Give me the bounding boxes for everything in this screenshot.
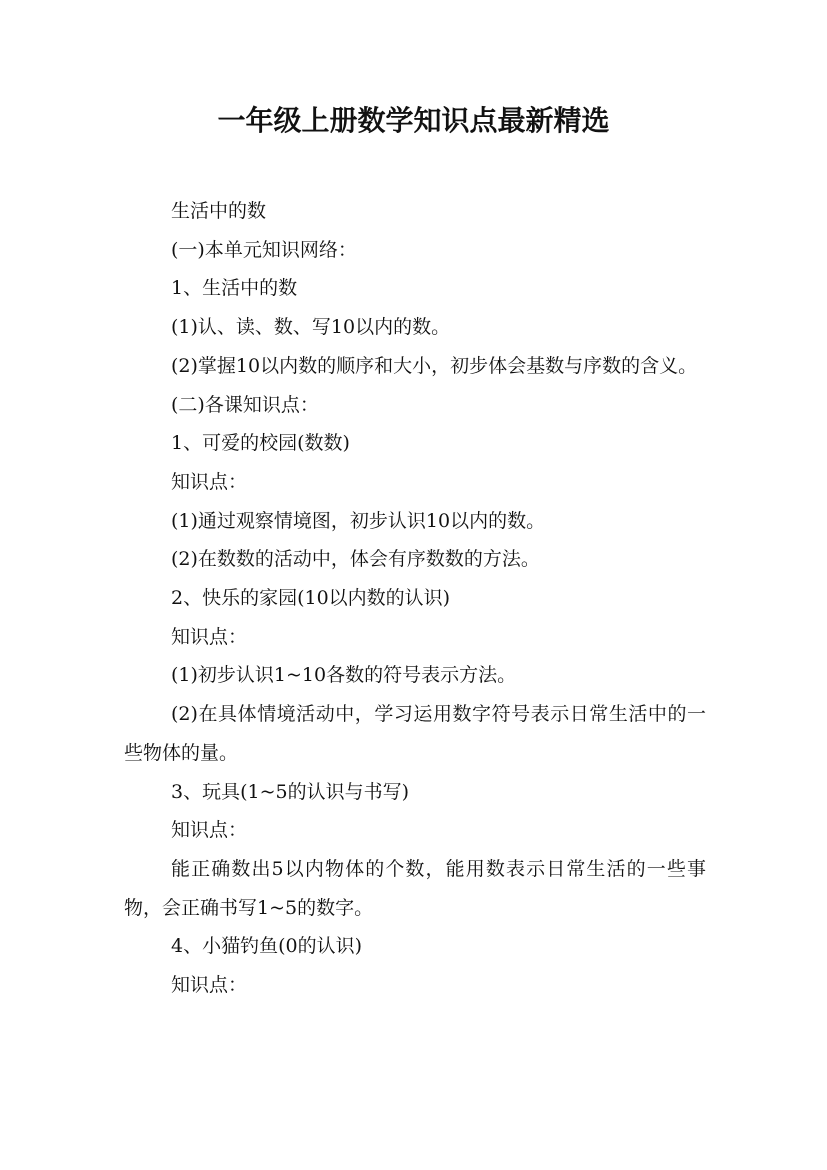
knowledge-point: (1)初步认识1~10各数的符号表示方法。 (171, 664, 517, 687)
subsection-heading: (一)本单元知识网络： (171, 238, 357, 261)
knowledge-label: 知识点： (171, 470, 248, 493)
document-body (124, 192, 706, 1005)
knowledge-label: 知识点： (171, 625, 248, 648)
knowledge-point: (1)通过观察情境图，初步认识10以内的数。 (171, 509, 546, 532)
knowledge-label: 知识点： (171, 974, 248, 997)
document-title: 一年级上册数学知识点最新精选 (217, 104, 610, 137)
knowledge-point: 能正确数出5以内物体的个数，能用数表示日常生活的一些事物，会正确书写1~5的数字。 (124, 857, 706, 919)
knowledge-label: 知识点： (171, 819, 248, 842)
lesson-heading: 4、小猫钓鱼(0的认识) (171, 935, 363, 958)
lesson-heading: 2、快乐的家园(10以内数的认识) (171, 587, 451, 610)
knowledge-point: (2)在数数的活动中，体会有序数数的方法。 (171, 548, 540, 571)
knowledge-point: (1)认、读、数、写10以内的数。 (171, 316, 451, 339)
lesson-heading: 1、生活中的数 (171, 277, 298, 300)
knowledge-point: (2)在具体情境活动中，学习运用数字符号表示日常生活中的一些物体的量。 (124, 703, 706, 764)
subsection-heading: (二)各课知识点： (171, 393, 319, 416)
lesson-heading: 1、可爱的校园(数数) (171, 432, 350, 455)
section-heading: 生活中的数 (171, 200, 267, 222)
lesson-heading: 3、玩具(1~5的认识与书写) (171, 780, 410, 803)
knowledge-point: (2)掌握10以内数的顺序和大小，初步体会基数与序数的含义。 (171, 354, 698, 377)
